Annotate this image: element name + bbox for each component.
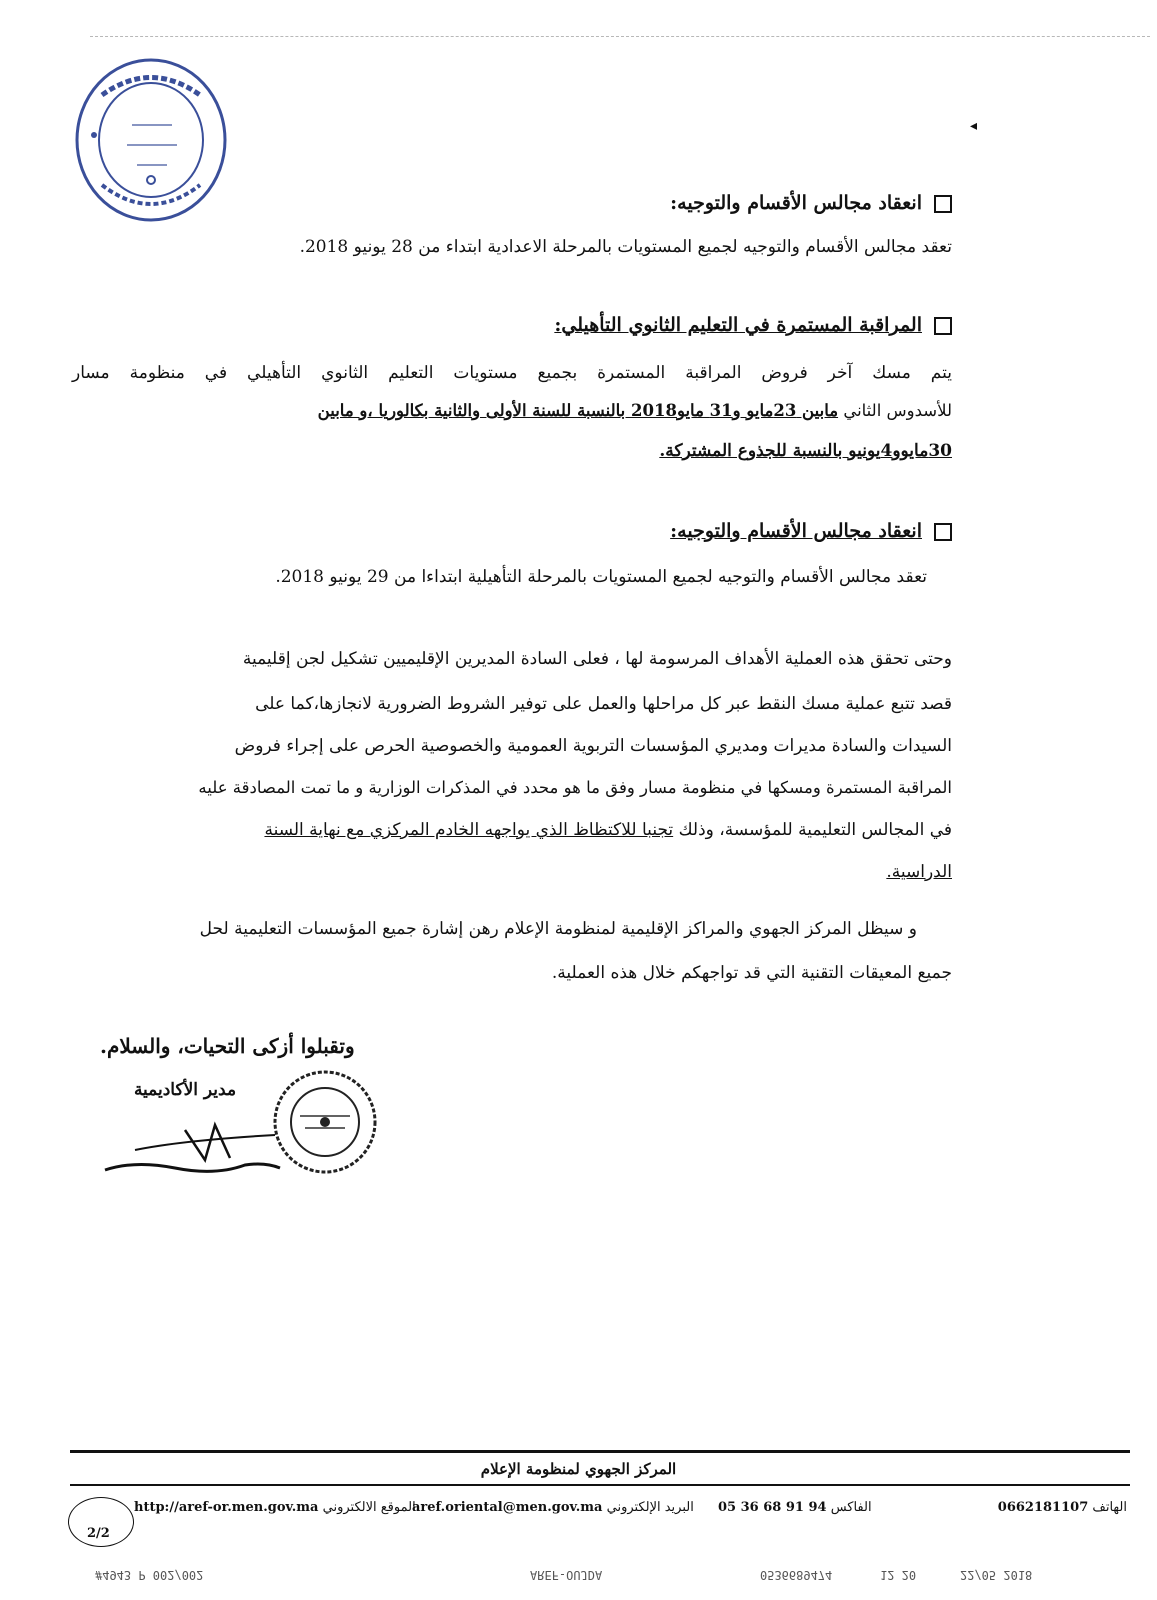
- paragraph-4-line-6: الدراسية.: [886, 862, 952, 882]
- checkbox-icon: [934, 317, 952, 335]
- section-2-line-3: 30مايوو4يونيو بالنسبة للجذوع المشتركة.: [659, 441, 952, 461]
- section-3-heading-text: انعقاد مجالس الأقسام والتوجيه:: [670, 520, 922, 542]
- phone-label: الهاتف: [1092, 1500, 1127, 1515]
- footer-phone: [998, 1500, 1127, 1515]
- section-2-heading: [554, 314, 952, 336]
- kingdom-stamp-icon: [72, 55, 230, 225]
- website-label: الموقع الالكتروني: [322, 1500, 416, 1515]
- fax-number: 0536689474: [760, 1568, 833, 1582]
- paragraph-4-line-5-underlined: تجنبا للاكتظاظ الذي يواجهه الخادم المركزي مع نهاية السنة: [264, 820, 674, 840]
- section-2-line-1: يتم مسك آخر فروض المراقبة المستمرة بجميع مستويات التعليم الثانوي التأهيلي في منظومة مسار: [72, 363, 952, 383]
- fax-date: 22/05 2018: [960, 1568, 1033, 1582]
- section-2-line-2-bold: مابين 23مايو و31 مايو2018 بالنسبة للسنة الأولى والثانية بكالوريا ،و مابين: [317, 401, 839, 420]
- checkbox-icon: [934, 195, 952, 213]
- paragraph-4-line-5-normal: في المجالس التعليمية للمؤسسة، وذلك: [678, 820, 952, 840]
- closing-salutation: وتقبلوا أزكى التحيات، والسلام.: [100, 1034, 355, 1058]
- footer-top-rule: [70, 1450, 1130, 1453]
- fax-sender-id: AREF-OUJDA: [530, 1568, 603, 1582]
- section-1-heading-text: انعقاد مجالس الأقسام والتوجيه:: [670, 192, 922, 214]
- website-value: http://aref-or.men.gov.ma: [134, 1500, 319, 1515]
- section-1-heading: [670, 192, 952, 214]
- fax-label: الفاكس: [830, 1500, 872, 1515]
- margin-mark: ◂: [970, 118, 978, 134]
- section-2-heading-text: المراقبة المستمرة في التعليم الثانوي التأهيلي:: [554, 314, 922, 336]
- paragraph-5-line-1: و سيظل المركز الجهوي والمراكز الإقليمية لمنظومة الإعلام رهن إشارة جميع المؤسسات التعليمية لحل: [199, 919, 917, 939]
- paragraph-4-line-5: [102, 811, 952, 849]
- page-number-badge: [68, 1497, 134, 1547]
- academy-stamp-icon: [270, 1066, 380, 1178]
- page-number: 2/2: [87, 1526, 110, 1541]
- paragraph-4-line-4: المراقبة المستمرة ومسكها في منظومة مسار وفق ما هو محدد في المذكرات الوزارية و ما تمت المصادقة عليه: [198, 778, 952, 797]
- footer-fax: [718, 1500, 872, 1515]
- section-2-line-2: [72, 392, 952, 430]
- section-3-heading: [670, 520, 952, 542]
- paragraph-4-line-2: قصد تتبع عملية مسك النقط عبر كل مراحلها والعمل على توفير الشروط الضرورية لانجازها،كما على: [255, 694, 952, 714]
- paragraph-4-line-3: السيدات والسادة مديرات ومديري المؤسسات التربوية العمومية والخصوصية الحرص على إجراء فروض: [234, 736, 952, 756]
- section-2-line-2-normal: للأسدوس الثاني: [843, 401, 952, 420]
- paragraph-4-line-1: وحتى تحقق هذه العملية الأهداف المرسومة لها ، فعلى السادة المديرين الإقليميين تشكيل لجن إقليمية: [242, 649, 952, 669]
- fax-job-info: #4943 P 002/002: [95, 1568, 204, 1582]
- footer-email: [412, 1500, 694, 1515]
- signatory-title: مدير الأكاديمية: [133, 1080, 237, 1100]
- handwritten-signature-icon: [95, 1110, 295, 1190]
- footer-website: [134, 1500, 416, 1515]
- fax-time: 12 20: [880, 1568, 917, 1582]
- email-value: aref.oriental@men.gov.ma: [412, 1500, 603, 1515]
- footer-center-title: المركز الجهوي لمنظومة الإعلام: [480, 1460, 677, 1478]
- top-divider: [90, 36, 1150, 37]
- fax-value: 05 36 68 91 94: [718, 1500, 827, 1515]
- section-3-body: تعقد مجالس الأقسام والتوجيه لجميع المستويات بالمرحلة التأهيلية ابتداءا من 29 يونيو 2018.: [275, 567, 927, 587]
- phone-value: 0662181107: [997, 1500, 1089, 1515]
- email-label: البريد الإلكتروني: [606, 1500, 694, 1515]
- footer-bottom-rule: [70, 1484, 1130, 1486]
- paragraph-5-line-2: جميع المعيقات التقنية التي قد تواجهكم خلال هذه العملية.: [551, 963, 952, 983]
- section-1-body: تعقد مجالس الأقسام والتوجيه لجميع المستويات بالمرحلة الاعدادية ابتداء من 28 يونيو 2018.: [299, 237, 952, 257]
- checkbox-icon: [934, 523, 952, 541]
